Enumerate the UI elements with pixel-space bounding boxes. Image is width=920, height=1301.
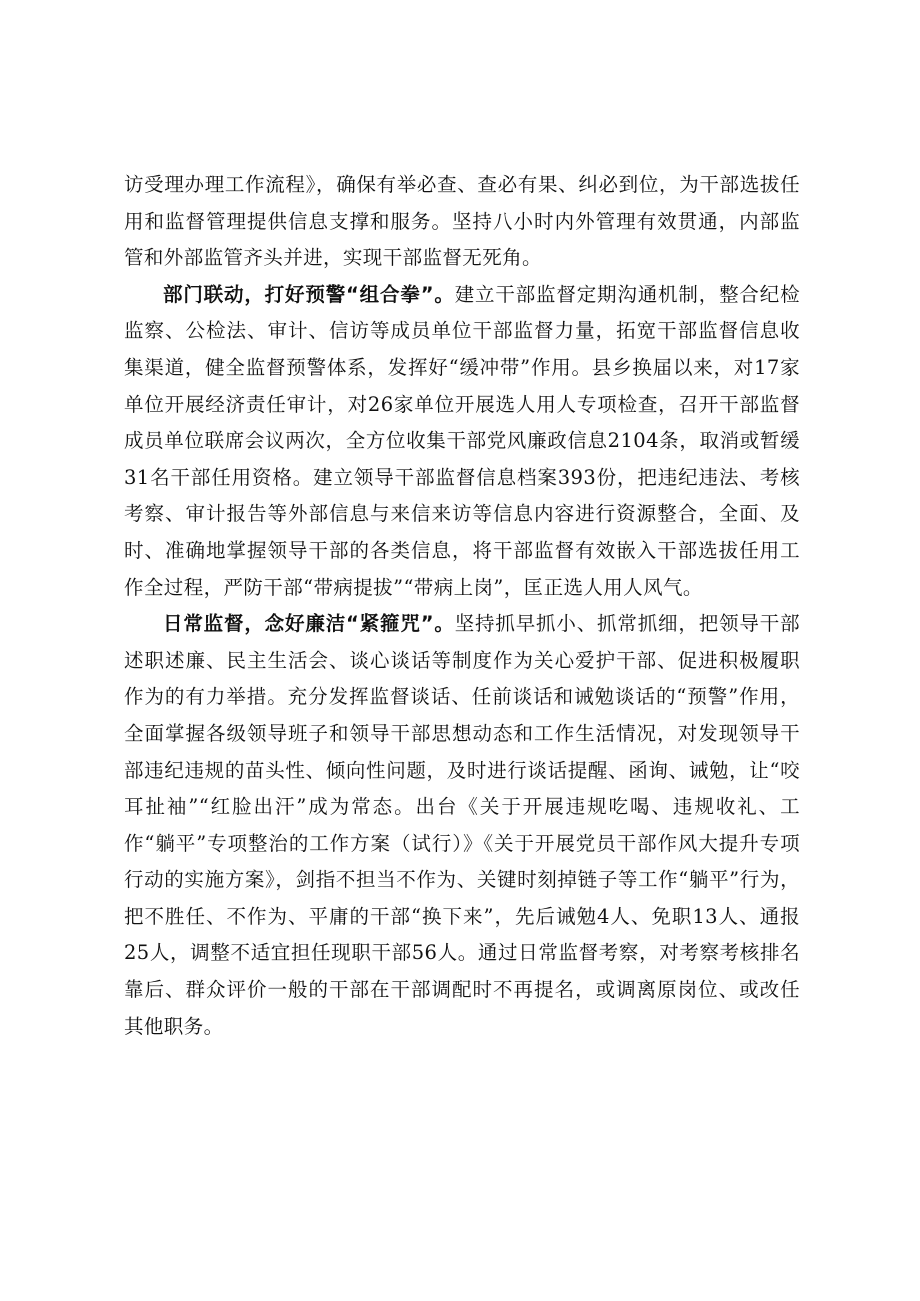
paragraph-text: 坚持抓早抓小、抓常抓细，把领导干部述职述廉、民主生活会、谈心谈话等制度作为关心爱护干部、促进积极履职作为的有力举措。充分发挥监督谈话、任前谈话和诫勉谈话的“预警”作用，全面掌握各级领导班子和领导干部思想动态和工作生活情况，对发现领导干部违纪违规的苗头性、倾向性问题，及时进行谈话提醒、函询、诫勉，让“咬耳扯袖”“红脸出汗”成为常态。出台《关于开展违规吃喝、违规收礼、工作“躺平”专项整治的工作方案（试行）》《关于开展党员干部作风大提升专项行动的实施方案》，剑指不担当不作为、关键时刻掉链子等工作“躺平”行为，把不胜任、不作为、平庸的干部“换下来”，先后诫勉4人、免职13人、通报25人，调整不适宜担任现职干部56人。通过日常监督考察，对考察考核排名靠后、群众评价一般的干部在干部调配时不再提名，或调离原岗位、或改任其他职务。 — [124, 612, 800, 1038]
paragraph-department-linkage — [124, 277, 800, 606]
document-body — [124, 167, 800, 1045]
paragraph-text: 访受理办理工作流程》，确保有举必查、查必有果、纠必到位，为干部选拔任用和监督管理提供信息支撑和服务。坚持八小时内外管理有效贯通，内部监管和外部监管齐头并进，实现干部监督无死角。 — [124, 173, 800, 270]
paragraph-daily-supervision — [124, 606, 800, 1045]
paragraph-lead-heading: 部门联动，打好预警“组合拳”。 — [163, 282, 455, 306]
paragraph-lead-heading: 日常监督，念好廉洁“紧箍咒”。 — [163, 612, 455, 636]
paragraph-text: 建立干部监督定期沟通机制，整合纪检监察、公检法、审计、信访等成员单位干部监督力量，拓宽干部监督信息收集渠道，健全监督预警体系，发挥好“缓冲带”作用。县乡换届以来，对17家单位开展经济责任审计，对26家单位开展选人用人专项检查，召开干部监督成员单位联席会议两次，全方位收集干部党风廉政信息2104条，取消或暂缓31名干部任用资格。建立领导干部监督信息档案393份，把违纪违法、考核考察、审计报告等外部信息与来信来访等信息内容进行资源整合，全面、及时、准确地掌握领导干部的各类信息，将干部监督有效嵌入干部选拔任用工作全过程，严防干部“带病提拔”“带病上岗”，匡正选人用人风气。 — [124, 282, 800, 599]
paragraph-continuation — [124, 167, 800, 277]
